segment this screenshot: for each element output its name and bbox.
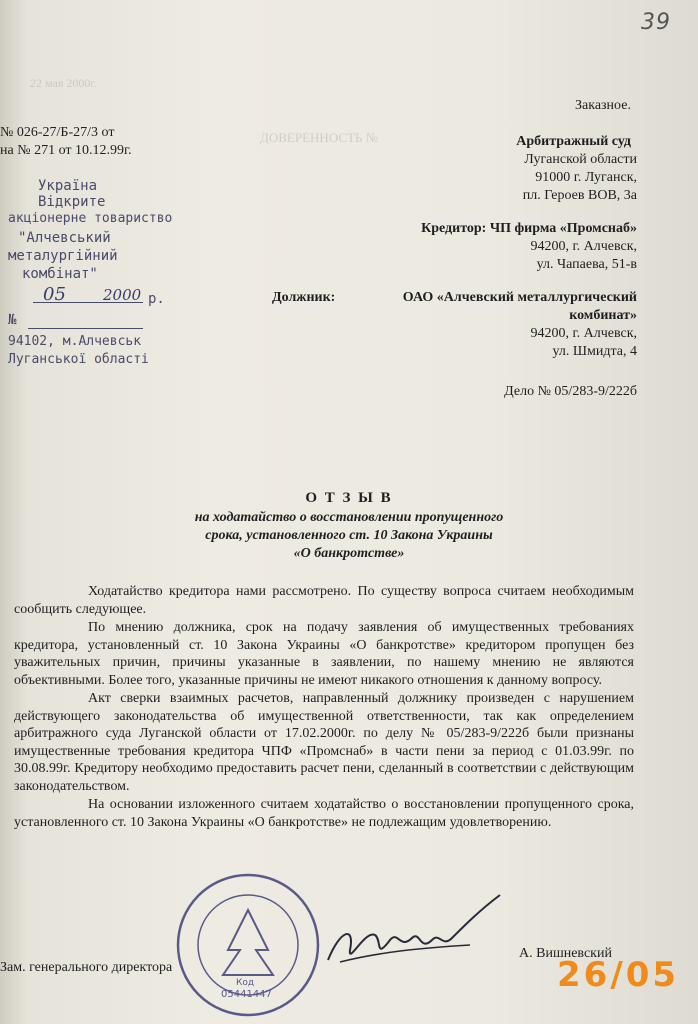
seal-code-label: Код: [236, 978, 255, 988]
creditor-label: Кредитор: ЧП фирма «Промснаб»: [421, 221, 637, 236]
signature: [320, 890, 510, 980]
camera-date-stamp: 26/05: [557, 955, 680, 995]
paragraph: По мнению должника, срок на подачу заявления об имущественных требованиях кредитора, установленный ст. 10 Закона Украины «О банкротстве» кредитором пропущен без уважительных причин, причины указанные в заявлении, по нашему мнению не являются объективными. Более того, указанные причины не имеют никакого отношения к данному вопросу.: [14, 620, 634, 688]
debtor-name-cont: комбинат»: [569, 308, 637, 323]
stamp-address: 94102, м.Алчевськ: [8, 334, 142, 349]
registration-stamp: [8, 178, 173, 368]
stamp-line: акціонерне товариство: [8, 211, 173, 226]
seal-code: 05441447: [221, 989, 272, 1000]
court-street: пл. Героев ВОВ, 3а: [522, 188, 637, 203]
stamp-line: "Алчевський: [18, 230, 111, 246]
debtor-label: Должник:: [272, 290, 336, 305]
document-title: О Т З Ы В: [305, 490, 393, 506]
round-seal: [173, 870, 323, 1020]
debtor-city: 94200, г. Алчевск,: [530, 326, 637, 341]
paragraph: Акт сверки взаимных расчетов, направленный должнику произведен с нарушением действующего законодательства об имущественной ответственности, так как определением арбитражного суда Луганской области от 17.02.2000г. по делу № 05/283-9/222б были признаны имущественные требования кредитора ЧПФ «Промснаб» в части пени за период с 01.03.99г. по 30.08.99г. Кредитору необходимо предоставить расчет пени, сделанный в соответствии с действующим законодательством.: [14, 691, 634, 794]
stamp-line: комбінат": [22, 266, 98, 282]
body-text: [14, 583, 634, 831]
paragraph: На основании изложенного считаем ходатайство о восстановлении пропущенного срока, установленного ст. 10 Закона Украины «О банкротстве» не подлежащим удовлетворению.: [14, 797, 634, 830]
handwritten-year: 2000: [103, 286, 142, 304]
stamp-line: металургійний: [8, 248, 118, 264]
show-through-text: ДОВЕРЕННОСТЬ №: [260, 130, 379, 145]
creditor-street: ул. Чапаева, 51-в: [536, 257, 637, 272]
handwritten-day: 05: [43, 284, 66, 305]
stamp-suffix: р.: [148, 291, 165, 307]
document-subtitle: срока, установленного ст. 10 Закона Украины: [205, 528, 493, 543]
stamp-line: Україна: [38, 178, 98, 194]
signatory-position: Зам. генерального директора: [0, 960, 173, 975]
court-name: Арбитражный суд: [516, 134, 631, 149]
outgoing-ref: № 026-27/Б-27/3 от: [0, 125, 115, 140]
court-city: 91000 г. Луганск,: [535, 170, 637, 185]
page-number: 39: [641, 10, 671, 35]
signatory-name: А. Вишневский: [519, 946, 612, 961]
registered-mark: Заказное.: [575, 98, 631, 113]
document-subtitle: «О банкротстве»: [293, 546, 405, 561]
court-region: Луганской области: [524, 152, 637, 167]
debtor-name: ОАО «Алчевский металлургический: [402, 290, 637, 305]
paragraph: Ходатайство кредитора нами рассмотрено. По существу вопроса считаем необходимым сообщить следующее.: [14, 584, 634, 617]
show-through-text: 22 мая 2000г.: [30, 76, 97, 90]
incoming-ref: на № 271 от 10.12.99г.: [0, 143, 132, 158]
stamp-number-label: №: [8, 312, 17, 328]
creditor-city: 94200, г. Алчевск,: [530, 239, 637, 254]
debtor-street: ул. Шмидта, 4: [552, 344, 637, 359]
document-subtitle: на ходатайство о восстановлении пропущенного: [194, 510, 504, 525]
case-number: Дело № 05/283-9/222б: [504, 384, 637, 399]
stamp-address: Луганської області: [8, 352, 149, 367]
stamp-line: Відкрите: [38, 194, 106, 210]
